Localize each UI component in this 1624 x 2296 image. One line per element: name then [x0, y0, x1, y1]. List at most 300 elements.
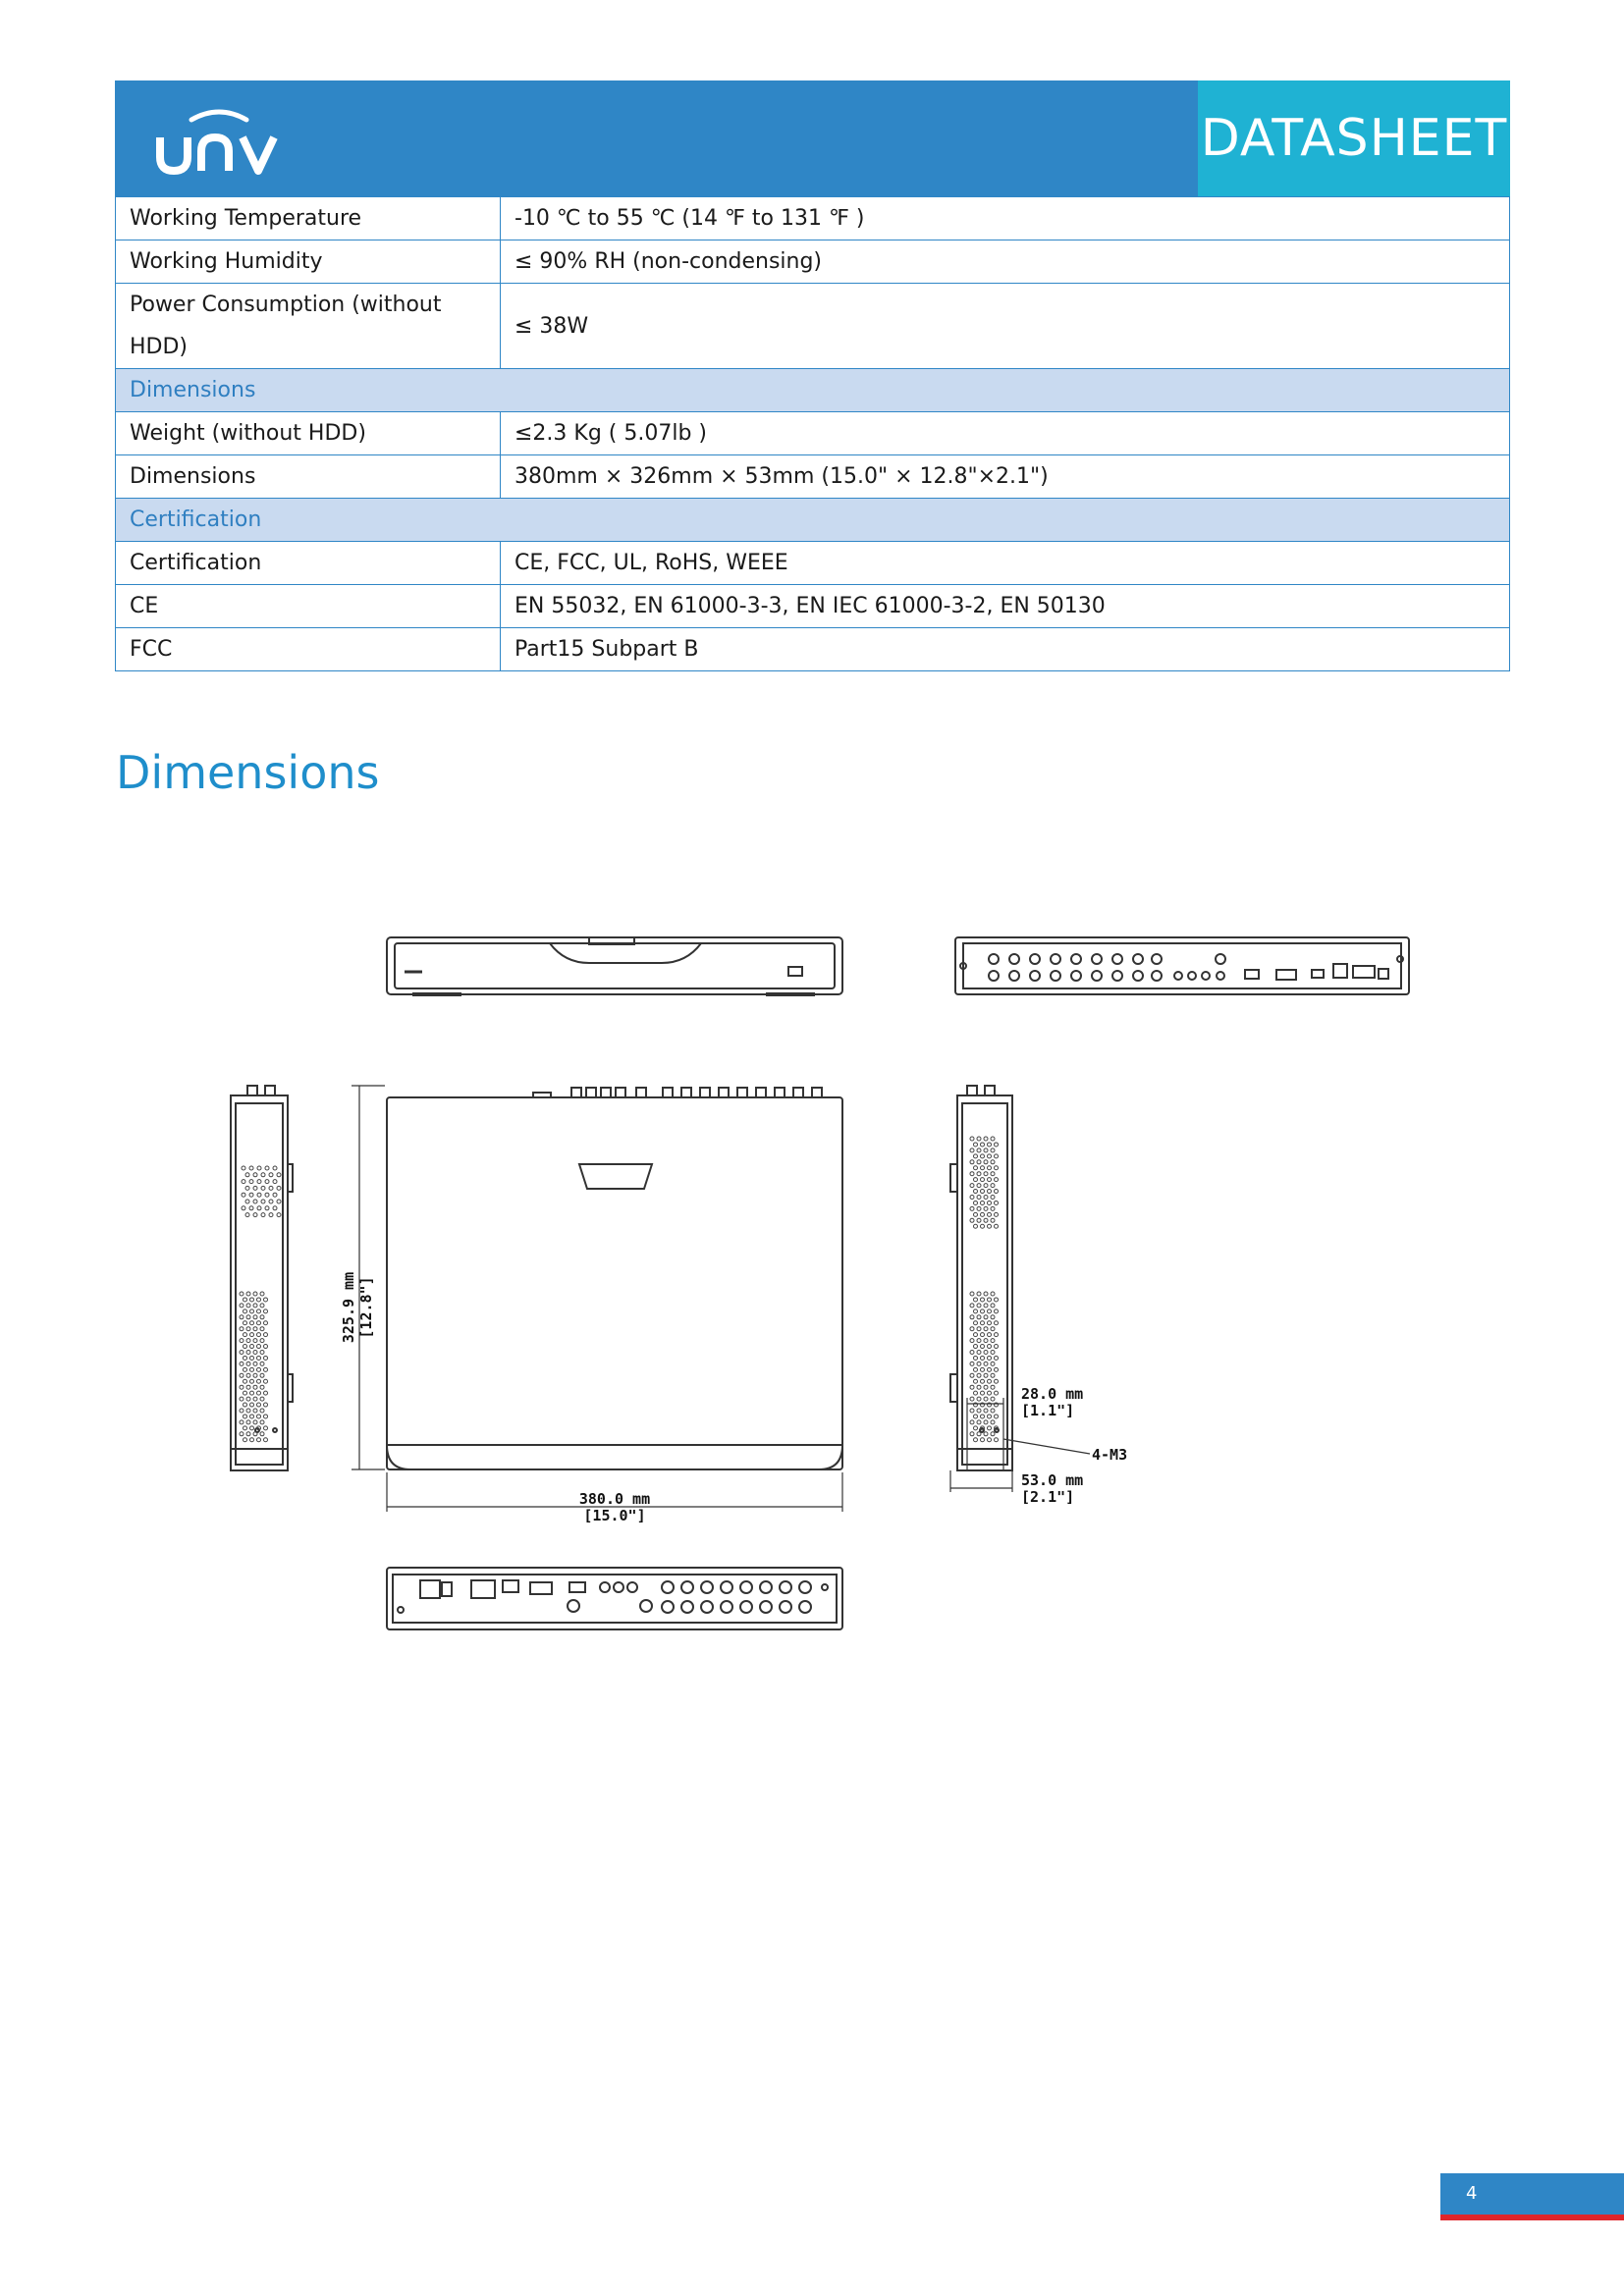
vent-hole	[977, 1315, 981, 1319]
vent-hole	[984, 1432, 988, 1436]
vent-hole	[974, 1190, 978, 1194]
screw-label: 4-M3	[1092, 1446, 1128, 1464]
spec-value: Part15 Subpart B	[501, 628, 1510, 671]
vent-hole	[257, 1321, 261, 1325]
vent-hole	[991, 1206, 995, 1210]
vent-hole	[984, 1184, 988, 1188]
section-label: Dimensions	[116, 369, 1510, 412]
vent-hole	[995, 1367, 999, 1371]
spec-value: ≤2.3 Kg ( 5.07lb )	[501, 412, 1510, 455]
vent-hole	[977, 1196, 981, 1200]
vent-hole	[264, 1309, 268, 1313]
vent-hole	[260, 1315, 264, 1319]
vent-hole	[995, 1309, 999, 1313]
vent-hole	[984, 1409, 988, 1413]
vent-hole	[257, 1356, 261, 1360]
vent-hole	[988, 1166, 992, 1170]
vent-hole	[269, 1213, 273, 1217]
vent-hole	[246, 1292, 250, 1296]
vent-hole	[253, 1292, 257, 1296]
vent-hole	[974, 1309, 978, 1313]
vent-hole	[246, 1327, 250, 1331]
vent-hole	[244, 1321, 247, 1325]
vent-hole	[244, 1379, 247, 1383]
vent-hole	[974, 1154, 978, 1158]
dimension-lines	[352, 1086, 1090, 1512]
vent-hole	[245, 1173, 249, 1177]
vent-hole	[981, 1154, 985, 1158]
vent-hole	[246, 1420, 250, 1424]
vent-hole	[991, 1409, 995, 1413]
vent-hole	[995, 1321, 999, 1325]
vent-hole	[970, 1304, 974, 1308]
vent-hole	[970, 1196, 974, 1200]
vent-hole	[250, 1356, 254, 1360]
vent-hole	[977, 1292, 981, 1296]
vent-hole	[273, 1180, 277, 1184]
vent-hole	[249, 1180, 253, 1184]
vent-hole	[970, 1385, 974, 1389]
vent-hole	[245, 1200, 249, 1203]
vent-hole	[264, 1356, 268, 1360]
vent-hole	[974, 1426, 978, 1430]
vent-hole	[970, 1420, 974, 1424]
vent-hole	[242, 1206, 245, 1210]
vent-hole	[240, 1327, 244, 1331]
vent-hole	[264, 1345, 268, 1349]
vent-hole	[981, 1224, 985, 1228]
vent-hole	[240, 1420, 244, 1424]
vent-hole	[991, 1304, 995, 1308]
vent-hole	[240, 1304, 244, 1308]
vent-hole	[988, 1298, 992, 1302]
vent-hole	[244, 1426, 247, 1430]
spec-key: Weight (without HDD)	[116, 412, 501, 455]
vent-hole	[988, 1356, 992, 1360]
vent-hole	[974, 1224, 978, 1228]
vent-hole	[995, 1212, 999, 1216]
vent-hole	[984, 1160, 988, 1164]
vent-hole	[253, 1409, 257, 1413]
vent-hole	[981, 1345, 985, 1349]
vent-hole	[988, 1438, 992, 1442]
vent-hole	[253, 1213, 257, 1217]
vent-hole	[995, 1143, 999, 1147]
vent-hole	[277, 1213, 281, 1217]
vent-hole	[240, 1432, 244, 1436]
vent-hole	[261, 1200, 265, 1203]
vent-hole	[981, 1367, 985, 1371]
vent-hole	[995, 1298, 999, 1302]
vent-hole	[977, 1172, 981, 1176]
vent-hole	[260, 1420, 264, 1424]
vent-hole	[974, 1367, 978, 1371]
vent-hole	[250, 1391, 254, 1395]
width-in-label: [15.0"]	[583, 1507, 646, 1524]
vent-hole	[250, 1426, 254, 1430]
vent-hole	[974, 1333, 978, 1337]
vent-hole	[240, 1373, 244, 1377]
vent-hole	[977, 1432, 981, 1436]
vent-hole	[253, 1200, 257, 1203]
vent-hole	[260, 1432, 264, 1436]
vent-hole	[970, 1315, 974, 1319]
vent-hole	[977, 1409, 981, 1413]
vent-hole	[974, 1166, 978, 1170]
vent-hole	[244, 1345, 247, 1349]
vent-hole	[253, 1339, 257, 1343]
vent-hole	[977, 1218, 981, 1222]
vent-hole	[995, 1178, 999, 1182]
vent-hole	[265, 1193, 269, 1197]
vent-hole	[257, 1379, 261, 1383]
vent-hole	[974, 1391, 978, 1395]
vent-hole	[991, 1339, 995, 1343]
vent-hole	[246, 1432, 250, 1436]
vent-hole	[242, 1193, 245, 1197]
vent-hole	[988, 1415, 992, 1418]
vent-hole	[977, 1148, 981, 1152]
vent-hole	[265, 1206, 269, 1210]
vent-hole	[988, 1154, 992, 1158]
vent-hole	[244, 1403, 247, 1407]
vent-hole	[260, 1327, 264, 1331]
vent-hole	[974, 1143, 978, 1147]
vent-hole	[970, 1397, 974, 1401]
vent-hole	[977, 1420, 981, 1424]
vent-hole	[977, 1351, 981, 1355]
vent-hole	[988, 1391, 992, 1395]
spec-value: -10 ℃ to 55 ℃ (14 ℉ to 131 ℉ )	[501, 197, 1510, 240]
depth-mm-label: 325.9 mm	[340, 1271, 357, 1344]
vent-hole	[273, 1166, 277, 1170]
vent-hole	[244, 1333, 247, 1337]
vent-hole	[260, 1373, 264, 1377]
vent-hole	[988, 1212, 992, 1216]
vent-hole	[984, 1304, 988, 1308]
vent-hole	[981, 1178, 985, 1182]
vent-hole	[970, 1160, 974, 1164]
vent-hole	[970, 1373, 974, 1377]
spec-key: Power Consumption (without HDD)	[116, 284, 501, 369]
vent-hole	[977, 1304, 981, 1308]
vent-hole	[257, 1403, 261, 1407]
vent-hole	[981, 1212, 985, 1216]
vent-hole	[253, 1186, 257, 1190]
vent-hole	[250, 1309, 254, 1313]
vent-hole	[991, 1373, 995, 1377]
vent-hole	[249, 1166, 253, 1170]
vent-hole	[970, 1172, 974, 1176]
vent-hole	[984, 1148, 988, 1152]
vent-hole	[991, 1196, 995, 1200]
vent-hole	[269, 1200, 273, 1203]
vent-hole	[264, 1438, 268, 1442]
vent-hole	[995, 1201, 999, 1204]
vent-hole	[246, 1362, 250, 1365]
vent-hole	[974, 1201, 978, 1204]
vent-hole	[264, 1333, 268, 1337]
vent-hole	[250, 1321, 254, 1325]
vent-hole	[273, 1193, 277, 1197]
vent-hole	[995, 1415, 999, 1418]
vent-hole	[984, 1397, 988, 1401]
height-in-label: [2.1"]	[1021, 1488, 1075, 1506]
vent-hole	[240, 1397, 244, 1401]
vent-hole	[981, 1166, 985, 1170]
vent-hole	[250, 1403, 254, 1407]
vent-hole	[970, 1148, 974, 1152]
vent-hole	[244, 1438, 247, 1442]
vent-hole	[261, 1186, 265, 1190]
vent-hole	[264, 1321, 268, 1325]
vent-hole	[970, 1339, 974, 1343]
page-number: 4	[1466, 2183, 1478, 2204]
vent-hole	[253, 1397, 257, 1401]
vent-hole	[984, 1351, 988, 1355]
vent-hole	[257, 1391, 261, 1395]
vent-hole	[991, 1160, 995, 1164]
spec-key: FCC	[116, 628, 501, 671]
vent-hole	[257, 1206, 261, 1210]
vent-hole	[240, 1292, 244, 1296]
vent-hole	[977, 1327, 981, 1331]
vent-hole	[970, 1351, 974, 1355]
vent-hole	[970, 1137, 974, 1141]
vent-hole	[257, 1415, 261, 1418]
vent-hole	[984, 1196, 988, 1200]
vent-hole	[245, 1213, 249, 1217]
vent-hole	[981, 1356, 985, 1360]
vent-hole	[246, 1304, 250, 1308]
vent-hole	[984, 1206, 988, 1210]
vent-hole	[257, 1333, 261, 1337]
vent-hole	[250, 1379, 254, 1383]
vent-hole	[253, 1327, 257, 1331]
vent-hole	[977, 1137, 981, 1141]
vent-hole	[984, 1385, 988, 1389]
vent-hole	[991, 1172, 995, 1176]
vent-hole	[244, 1309, 247, 1313]
vent-hole	[242, 1180, 245, 1184]
datasheet-badge: DATASHEET	[1198, 80, 1510, 196]
vent-hole	[988, 1190, 992, 1194]
vent-hole	[257, 1193, 261, 1197]
rear-view-top	[955, 937, 1409, 994]
vent-hole	[981, 1438, 985, 1442]
vent-hole	[260, 1362, 264, 1365]
vent-hole	[977, 1339, 981, 1343]
vent-hole	[277, 1200, 281, 1203]
vent-hole	[257, 1345, 261, 1349]
vent-hole	[264, 1379, 268, 1383]
vent-hole	[974, 1298, 978, 1302]
width-mm-label: 380.0 mm	[578, 1490, 651, 1508]
vent-hole	[984, 1339, 988, 1343]
vent-hole	[981, 1190, 985, 1194]
vent-hole	[269, 1186, 273, 1190]
vent-hole	[970, 1409, 974, 1413]
vent-hole	[253, 1420, 257, 1424]
vent-hole	[249, 1206, 253, 1210]
vent-hole	[250, 1415, 254, 1418]
vent-hole	[977, 1373, 981, 1377]
vent-hole	[981, 1298, 985, 1302]
top-view	[387, 1088, 842, 1469]
vent-hole	[253, 1373, 257, 1377]
vent-hole	[265, 1166, 269, 1170]
vent-hole	[260, 1409, 264, 1413]
dimensions-heading: Dimensions	[116, 746, 380, 799]
vent-hole	[257, 1309, 261, 1313]
vent-hole	[253, 1432, 257, 1436]
vent-hole	[246, 1339, 250, 1343]
vent-hole	[970, 1206, 974, 1210]
vent-hole	[984, 1362, 988, 1365]
vent-hole	[249, 1193, 253, 1197]
vent-hole	[970, 1184, 974, 1188]
vent-hole	[988, 1321, 992, 1325]
vent-hole	[250, 1298, 254, 1302]
vent-hole	[253, 1351, 257, 1355]
vent-hole	[250, 1333, 254, 1337]
vent-hole	[253, 1362, 257, 1365]
front-view	[387, 937, 842, 994]
vent-hole	[991, 1362, 995, 1365]
vent-hole	[970, 1292, 974, 1296]
vent-hole	[984, 1327, 988, 1331]
vent-hole	[995, 1154, 999, 1158]
page-number-accent	[1440, 2215, 1624, 2220]
vent-hole	[970, 1432, 974, 1436]
foot-in-label: [1.1"]	[1021, 1402, 1075, 1419]
vent-hole	[264, 1403, 268, 1407]
vent-hole	[977, 1160, 981, 1164]
vent-hole	[970, 1218, 974, 1222]
vent-hole	[277, 1173, 281, 1177]
vent-hole	[984, 1315, 988, 1319]
depth-in-label: [12.8"]	[357, 1276, 375, 1339]
vent-hole	[988, 1426, 992, 1430]
vent-hole	[974, 1345, 978, 1349]
vent-hole	[988, 1333, 992, 1337]
vent-hole	[977, 1206, 981, 1210]
vent-hole	[974, 1212, 978, 1216]
vent-hole	[257, 1438, 261, 1442]
vent-hole	[988, 1345, 992, 1349]
vent-hole	[991, 1420, 995, 1424]
vent-hole	[253, 1304, 257, 1308]
vent-hole	[250, 1345, 254, 1349]
spec-value: 380mm × 326mm × 53mm (15.0" × 12.8"×2.1")	[501, 455, 1510, 499]
vent-hole	[240, 1409, 244, 1413]
vent-hole	[991, 1397, 995, 1401]
vent-hole	[240, 1385, 244, 1389]
vent-hole	[260, 1385, 264, 1389]
vent-hole	[984, 1137, 988, 1141]
spec-key: CE	[116, 585, 501, 628]
vent-hole	[253, 1385, 257, 1389]
spec-value: ≤ 38W	[501, 284, 1510, 369]
vent-hole	[995, 1356, 999, 1360]
vent-hole	[984, 1172, 988, 1176]
vent-hole	[970, 1362, 974, 1365]
vent-hole	[264, 1367, 268, 1371]
vent-hole	[991, 1385, 995, 1389]
vent-hole	[246, 1409, 250, 1413]
vent-hole	[974, 1356, 978, 1360]
page-number-tab	[1440, 2173, 1624, 2215]
spec-key: Certification	[116, 542, 501, 585]
vent-hole	[244, 1367, 247, 1371]
vent-hole	[974, 1379, 978, 1383]
vent-hole	[981, 1309, 985, 1313]
vent-hole	[253, 1173, 257, 1177]
vent-hole	[257, 1166, 261, 1170]
vent-hole	[977, 1362, 981, 1365]
vent-hole	[984, 1218, 988, 1222]
vent-hole	[974, 1321, 978, 1325]
vent-hole	[260, 1351, 264, 1355]
rear-view-bottom	[387, 1568, 842, 1629]
vent-hole	[240, 1362, 244, 1365]
vent-hole	[264, 1391, 268, 1395]
section-label: Certification	[116, 499, 1510, 542]
vent-hole	[264, 1298, 268, 1302]
vent-hole	[981, 1391, 985, 1395]
vent-hole	[988, 1224, 992, 1228]
vent-hole	[991, 1292, 995, 1296]
spec-key: Dimensions	[116, 455, 501, 499]
vent-hole	[261, 1173, 265, 1177]
vent-hole	[977, 1397, 981, 1401]
vent-hole	[244, 1415, 247, 1418]
vent-hole	[244, 1391, 247, 1395]
vent-hole	[257, 1367, 261, 1371]
vent-hole	[970, 1327, 974, 1331]
vent-hole	[995, 1190, 999, 1194]
vent-hole	[240, 1351, 244, 1355]
vent-hole	[253, 1315, 257, 1319]
vent-hole	[981, 1379, 985, 1383]
vent-hole	[273, 1206, 277, 1210]
vent-hole	[260, 1339, 264, 1343]
vent-hole	[246, 1397, 250, 1401]
vent-hole	[984, 1373, 988, 1377]
vent-hole	[257, 1180, 261, 1184]
vent-hole	[981, 1201, 985, 1204]
vent-hole	[246, 1373, 250, 1377]
vent-hole	[245, 1186, 249, 1190]
vent-hole	[977, 1184, 981, 1188]
vent-hole	[257, 1298, 261, 1302]
height-mm-label: 53.0 mm	[1021, 1471, 1084, 1489]
vent-hole	[988, 1309, 992, 1313]
vent-hole	[995, 1379, 999, 1383]
vent-hole	[988, 1201, 992, 1204]
vent-hole	[995, 1333, 999, 1337]
vent-hole	[974, 1415, 978, 1418]
vent-hole	[991, 1137, 995, 1141]
vent-hole	[260, 1292, 264, 1296]
vent-hole	[261, 1213, 265, 1217]
vent-hole	[988, 1143, 992, 1147]
vent-hole	[991, 1432, 995, 1436]
vent-hole	[244, 1298, 247, 1302]
vent-hole	[991, 1315, 995, 1319]
vent-hole	[265, 1180, 269, 1184]
vent-hole	[988, 1178, 992, 1182]
